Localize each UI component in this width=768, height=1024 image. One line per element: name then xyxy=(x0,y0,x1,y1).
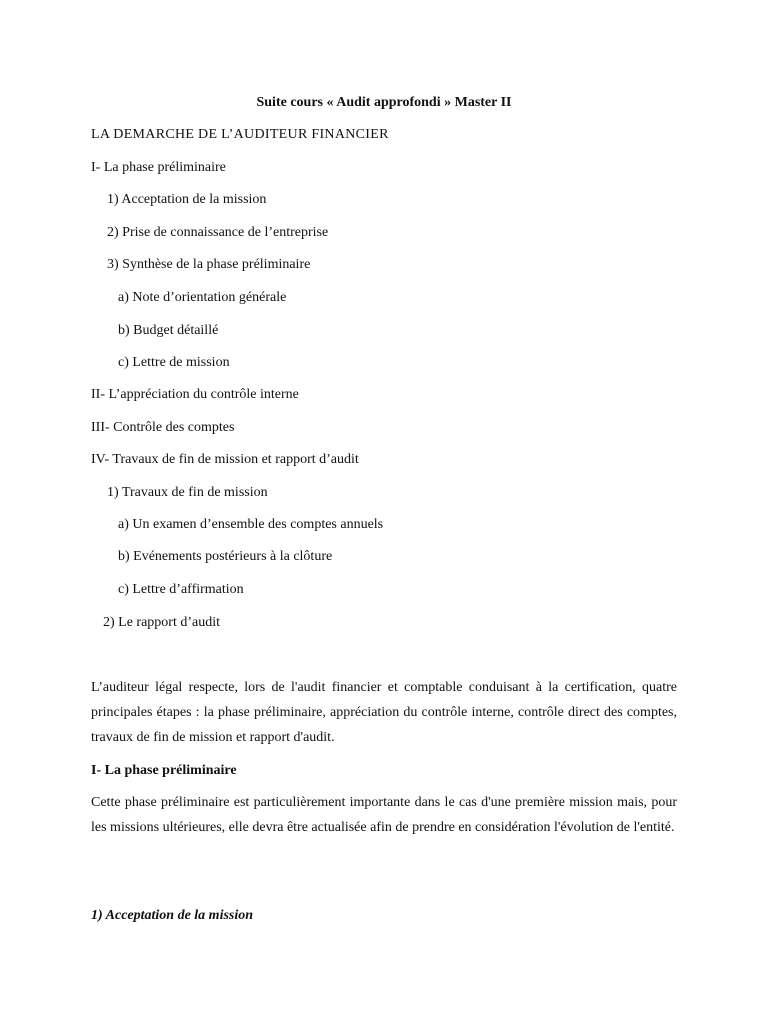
outline-item: a) Note d’orientation générale xyxy=(118,290,287,305)
outline-item: II- L’appréciation du contrôle interne xyxy=(91,387,299,402)
outline-item: 1) Travaux de fin de mission xyxy=(107,485,268,500)
outline-item: b) Evénements postérieurs à la clôture xyxy=(118,549,333,564)
outline-item: b) Budget détaillé xyxy=(118,323,219,338)
outline-item: 2) Le rapport d’audit xyxy=(103,615,221,630)
outline-item: c) Lettre de mission xyxy=(118,355,230,370)
outline-item: a) Un examen d’ensemble des comptes annuels xyxy=(118,517,384,532)
intro-paragraph: L’auditeur légal respecte, lors de l'audit financier et comptable conduisant à la certification, quatre principales étapes : la phase préliminaire, appréciation du contrôle interne, contrôle direct des comptes, travaux de fin de mission et rapport d'audit. xyxy=(91,680,677,745)
outline-item: III- Contrôle des comptes xyxy=(91,420,235,435)
main-heading: LA DEMARCHE DE L’AUDITEUR FINANCIER xyxy=(91,127,389,142)
section-heading: I- La phase préliminaire xyxy=(91,763,237,778)
outline-item: 2) Prise de connaissance de l’entreprise xyxy=(107,225,329,240)
outline-item: 1) Acceptation de la mission xyxy=(107,192,267,207)
document-title: Suite cours « Audit approfondi » Master II xyxy=(256,95,512,110)
outline-item: IV- Travaux de fin de mission et rapport d’audit xyxy=(91,452,359,467)
outline-item: 3) Synthèse de la phase préliminaire xyxy=(107,257,311,272)
outline-item: I- La phase préliminaire xyxy=(91,160,226,175)
section-paragraph: Cette phase préliminaire est particulièrement importante dans le cas d'une première mission mais, pour les missions ultérieures, elle devra être actualisée afin de prendre en considération l'évolution de l'entité. xyxy=(91,795,677,835)
outline-item: c) Lettre d’affirmation xyxy=(118,582,244,597)
subsection-heading: 1) Acceptation de la mission xyxy=(91,908,254,923)
